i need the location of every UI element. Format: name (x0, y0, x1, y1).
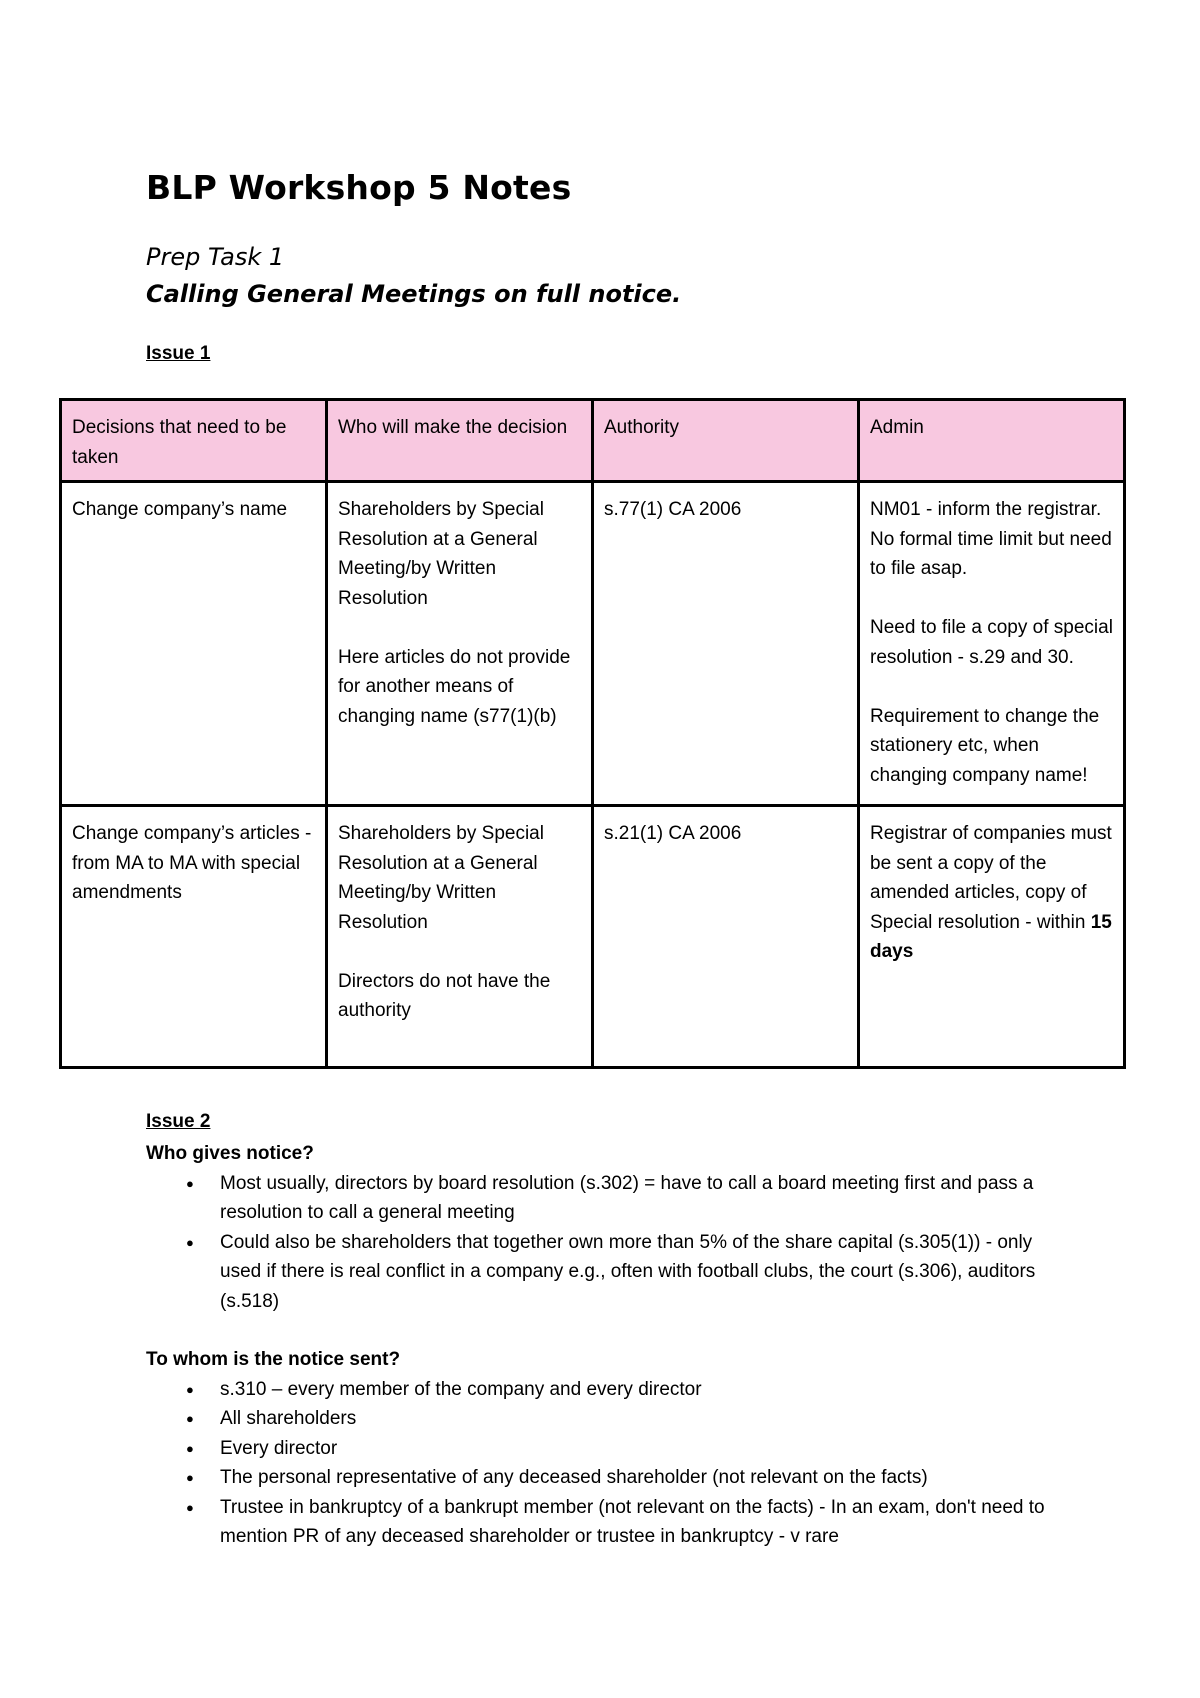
issue-2-label: Issue 2 (146, 1111, 211, 1132)
bullet-icon: ● (186, 1470, 194, 1485)
header-who: Who will make the decision (327, 400, 593, 482)
table-row (61, 482, 1125, 806)
cell-who-para: Directors do not have the authority (338, 970, 551, 1021)
cell-decision: Change company’s articles - from MA to MA with special amendments (61, 806, 327, 1068)
list-item-text: s.310 – every member of the company and every director (220, 1378, 702, 1400)
cell-admin-para: Requirement to change the stationery etc, when changing company name! (870, 705, 1100, 786)
cell-admin-deadline: 15 days (870, 911, 1112, 962)
list-item (146, 1404, 1076, 1434)
list-item (146, 1228, 1076, 1317)
bullet-icon: ● (186, 1175, 194, 1191)
header-authority: Authority (593, 400, 859, 482)
list-item-text: Most usually, directors by board resolution (s.302) = have to call a board meeting first and pass a resolution to call a general meeting (220, 1172, 1034, 1223)
table-header-row (61, 400, 1125, 482)
cell-decision: Change company’s name (61, 482, 327, 806)
cell-admin (859, 806, 1125, 1068)
document-title: BLP Workshop 5 Notes (146, 168, 572, 207)
to-whom-heading: To whom is the notice sent? (146, 1349, 401, 1370)
cell-admin (859, 482, 1125, 806)
who-gives-notice-list (146, 1169, 1076, 1317)
who-gives-notice-section (146, 1139, 1076, 1316)
cell-who (327, 482, 593, 806)
prep-task-heading: Prep Task 1 (146, 243, 285, 271)
list-item-text: Could also be shareholders that together own more than 5% of the share capital (s.305(1)) - only used if there is real conflict in a company e.g., often with football clubs, the court (s.306), auditors (s.518) (220, 1231, 1036, 1312)
cell-admin-para: NM01 - inform the registrar. No formal time limit but need to file asap. (870, 499, 1112, 579)
list-item (146, 1463, 1076, 1493)
issue-1-label: Issue 1 (146, 343, 211, 364)
bullet-icon: ● (186, 1411, 194, 1426)
list-item-text: Trustee in bankruptcy of a bankrupt member (not relevant on the facts) - In an exam, don't need to mention PR of any deceased shareholder or trustee in bankruptcy - v rare (220, 1496, 1045, 1547)
to-whom-list (146, 1375, 1076, 1552)
list-item (146, 1493, 1076, 1552)
list-item-text: Every director (220, 1437, 338, 1459)
decisions-table (59, 398, 1126, 1069)
to-whom-section (146, 1345, 1076, 1552)
list-item-text: The personal representative of any deceased shareholder (not relevant on the facts) (220, 1467, 928, 1488)
who-gives-notice-heading: Who gives notice? (146, 1143, 314, 1164)
cell-who-para: Shareholders by Special Resolution at a General Meeting/by Written Resolution (338, 499, 544, 609)
bullet-icon: ● (186, 1499, 194, 1515)
cell-authority: s.21(1) CA 2006 (593, 806, 859, 1068)
bullet-icon: ● (186, 1234, 194, 1250)
cell-who-para: Here articles do not provide for another means of changing name (s77(1)(b) (338, 646, 571, 727)
list-item (146, 1169, 1076, 1228)
table-row (61, 806, 1125, 1068)
bullet-icon: ● (186, 1381, 194, 1397)
list-item-text: All shareholders (220, 1408, 357, 1429)
cell-admin-para: Need to file a copy of special resolution - s.29 and 30. (870, 617, 1113, 668)
header-admin: Admin (859, 400, 1125, 482)
cell-authority: s.77(1) CA 2006 (593, 482, 859, 806)
list-item (146, 1375, 1076, 1405)
cell-who-para: Shareholders by Special Resolution at a General Meeting/by Written Resolution (338, 823, 544, 933)
cell-admin-text: Registrar of companies must be sent a copy of the amended articles, copy of Special resolution - within (870, 823, 1112, 933)
bullet-icon: ● (186, 1440, 194, 1456)
subtitle-heading: Calling General Meetings on full notice. (146, 280, 682, 308)
header-decisions: Decisions that need to be taken (61, 400, 327, 482)
list-item (146, 1434, 1076, 1464)
cell-who (327, 806, 593, 1068)
